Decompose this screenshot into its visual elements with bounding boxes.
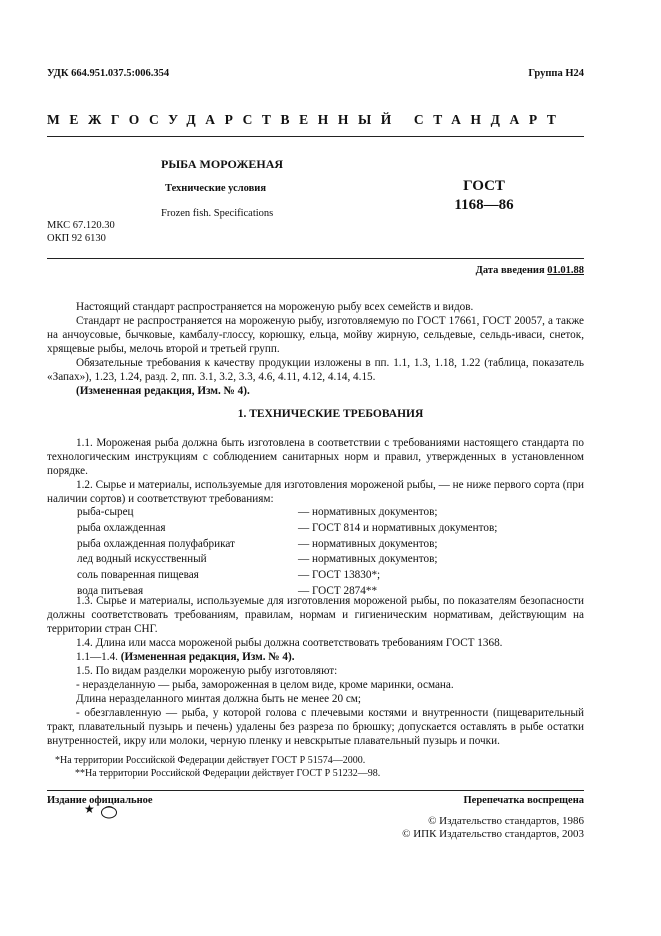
publisher-mark-icon: [100, 805, 118, 819]
intro-text: [47, 300, 584, 398]
official-edition: Издание официальное: [47, 795, 153, 806]
english-title: Frozen fish. Specifications: [161, 208, 274, 219]
clause-1-5: 1.5. По видам разделки мороженую рыбу изготовляют:: [76, 665, 338, 677]
footer-rule: [47, 790, 584, 791]
mks-code: МКС 67.120.30: [47, 220, 115, 231]
clause-1-1-1-4-amendment: 1.1—1.4. (Измененная редакция, Изм. № 4).: [76, 651, 295, 663]
footnote-2: **На территории Российской Федерации действует ГОСТ Р 51232—98.: [75, 768, 381, 779]
star-icon: ★: [84, 802, 95, 816]
reprint-prohibited: Перепечатка воспрещена: [463, 795, 584, 806]
clause-1-5-headless: - обезглавленную — рыба, у которой голова с плечевыми костями и внутренности (пищеварительный тракт, плавательный пузырь и печень) удалены без разреза по брюшку; допускается оставлять в рыбе остатки внутренностей, икру или молоки, черную пленку и невскрытые плавательный пузырь и почки.: [47, 707, 584, 747]
standard-title: РЫБА МОРОЖЕНАЯ: [161, 157, 284, 171]
intro-date-value: 01.01.88: [547, 265, 584, 276]
section-1-title: 1. ТЕХНИЧЕСКИЕ ТРЕБОВАНИЯ: [237, 408, 424, 420]
intro-p2: Стандарт не распространяется на мороженую рыбу, изготовляемую по ГОСТ 17661, ГОСТ 20057, а также на анчоусовые, бычковые, камбалу-глоссу, корюшку, ельца, мойву жирную, сельдевые, сельдь-иваси, снеток, хрящевые рыбы, мелочь второй и третьей групп.: [47, 315, 584, 355]
clause-1-3: 1.3. Сырье и материалы, используемые для изготовления мороженой рыбы, по показателям безопасности должны соответствовать требованиям, правилам, нормам и гигиеническим нормативам, действующим на территории стран СНГ.: [47, 595, 584, 635]
clause-1-4: 1.4. Длина или масса мороженой рыбы должна соответствовать требованиям ГОСТ 1368.: [76, 637, 503, 649]
intro-p3: Обязательные требования к качеству продукции изложены в пп. 1.1, 1.3, 1.18, 1.22 (таблица, показатель «Запах»), 1.23, 1.24, разд. 2, пп. 3.1, 3.2, 3.3, 4.6, 4.11, 4.12, 4.14, 4.15.: [47, 357, 584, 383]
gost-number: 1168—86: [454, 197, 514, 213]
intro-amendment: (Измененная редакция, Изм. № 4).: [76, 385, 250, 397]
requirements-text-2: [47, 594, 584, 748]
banner-rule: [47, 136, 584, 137]
clause-1-5-ungutted: - неразделанную — рыба, замороженная в целом виде, кроме маринки, османа.: [76, 679, 454, 691]
okp-code: ОКП 92 6130: [47, 233, 106, 244]
intro-p1: Настоящий стандарт распространяется на мороженую рыбу всех семейств и видов.: [76, 301, 474, 313]
title-rule: [47, 258, 584, 259]
standard-subtitle: Технические условия: [165, 183, 267, 194]
intro-date-label: Дата введения: [475, 265, 545, 276]
requirements-text: [47, 436, 584, 506]
intro-date: [476, 265, 584, 276]
clause-1-5-length: Длина неразделанного минтая должна быть не менее 20 см;: [76, 693, 361, 705]
footnote-1: *На территории Российской Федерации действует ГОСТ Р 51574—2000.: [55, 755, 366, 766]
clause-1-1: 1.1. Мороженая рыба должна быть изготовлена в соответствии с требованиями настоящего стандарта по технологическим инструкциям с соблюдением санитарных норм и правил, утвержденных в установленном порядке.: [47, 437, 584, 477]
group-code: Группа Н24: [528, 68, 584, 79]
gost-label: ГОСТ: [463, 178, 505, 194]
udk-code: УДК 664.951.037.5:006.354: [47, 68, 170, 79]
clause-1-2: 1.2. Сырье и материалы, используемые для изготовления мороженой рыбы, — не ниже первого сорта (при наличии сортов) и соответствуют требованиям:: [47, 479, 584, 505]
interstate-standard-banner: МЕЖГОСУДАРСТВЕННЫЙ СТАНДАРТ: [47, 112, 566, 127]
copyright-2003: © ИПК Издательство стандартов, 2003: [402, 828, 584, 840]
copyright-1986: © Издательство стандартов, 1986: [428, 815, 584, 827]
